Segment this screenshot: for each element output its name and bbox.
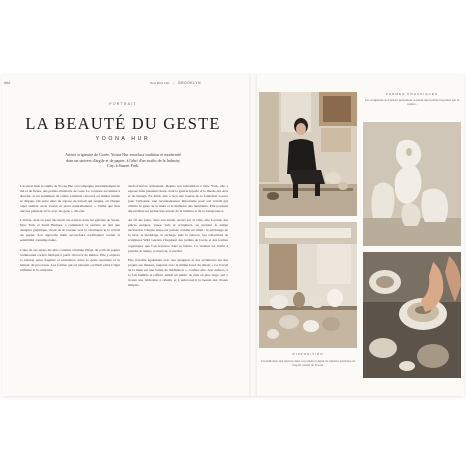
running-head-city: BROOKLYN — [178, 81, 201, 85]
body-paragraph: L'artiste, dont on peut découvrir les œuvres dans les galeries de Seoul, New York et Santa Barbara, a commencé sa carrière en tant que designer graphique, avant de se tourner vers la céramique et le travail du papier. Son approche mêle savoir-faire traditionnel coréen et sensibilité contemporaine. — [20, 218, 120, 243]
caption-text-disposition: L'installation des œuvres dans son studio baigné de lumière participe de l'esprit créatif de Yoona. — [260, 359, 356, 368]
body-paragraph: L'une de ses séries les plus connues s'intitule Hanji, du nom du papier traditionnel coréen fabriqué à partir d'écorce de mûrier. Elle y explore la tension entre fragilité et résistance, entre le geste spontané et la lenteur du processus. Les formes qui en naissent oscillent entre l'objet utilitaire et la sculpture. — [20, 247, 120, 272]
artist-portrait-photo — [259, 92, 357, 216]
article-byline: YOONA HUR — [95, 136, 151, 142]
body-column-2 — [128, 184, 228, 292]
page-folio: ### — [4, 81, 11, 85]
article-intro: Artiste originaire de Corée, Yoona Hur entrelace tradition et modernité dans un univers d'argile et de papier, à l'abri d'un studio de la Industry City, à Sunset Park. — [65, 152, 181, 169]
page-gutter — [249, 74, 257, 396]
article-kicker: PORTRAIT — [109, 102, 137, 106]
running-head: New York City | BROOKLYN — [150, 81, 201, 85]
caption-label-formes: FORMES ORGANIQUES — [385, 92, 439, 96]
body-column-1 — [20, 184, 120, 277]
ceramic-hands-photo — [363, 252, 461, 378]
body-paragraph: L'accueil dans le studio de Yoona Hur s'accompagne invariablement de thé et de fleurs, des petites attentions de cœur. Le contexte est intime à aborder, et un sentiment de calme rarement retrouvé en milieu urbain se dégage. On entre dans un espace de travail qui respire, où chaque objet semble avoir trouvé sa place naturellement. « J'aime que mes œuvres puissent vivre avec les gens », dit-elle. — [20, 184, 120, 214]
studio-display-photo — [259, 222, 357, 348]
body-paragraph: chefs-d'œuvre artisanaux. Depuis son installation à New York, elle a exposé dans plusieurs lieux, dont la galerie Ippodo et le musée des Arts et du Design. En 2022, elle a reçu une bourse de la fondation Loewe pour l'artisanat, une reconnaissance importante pour son travail qui célèbre le geste de la main et la mémoire des matériaux. Elle poursuit aujourd'hui ses recherches autour de la lumière et de la transparence. — [128, 184, 228, 214]
body-paragraph: Elle travaille également avec des designers et des architectes sur des projets sur mesure, toujours avec le même souci du détail. « Le travail de la main est une forme de méditation », confie-t-elle. Son univers, à la fois humble et raffiné, séduit un public de plus en plus large, qui y trouve une invitation à ralentir et à redécouvrir la beauté des choses simples. — [128, 257, 228, 287]
caption-label-disposition: DISPOSITION — [292, 352, 324, 356]
caption-text-formes: Les sculptures de l'artiste présentent souvent des formes inspirées par la nature. — [364, 98, 460, 107]
running-head-publication: New York City — [150, 81, 170, 85]
body-paragraph: Au fil des jours, dans son studio ouvert sur la ville, elle façonne des pièces uniques, vases, bols et sculptures, en prenant le temps nécessaire. Chaque étape est pensée comme un rituel : le pétrissage de la terre, le modelage, le séchage, puis la cuisson. Ses collections de sculptures Wild Garden s'inspirent des jardins de Corée et des formes organiques que l'on retrouve dans la nature. Le visiteur est invité à prendre le temps, à observer, à toucher. — [128, 218, 228, 253]
white-sculptures-photo — [363, 122, 461, 246]
article-title: LA BEAUTÉ DU GESTE — [25, 114, 221, 133]
